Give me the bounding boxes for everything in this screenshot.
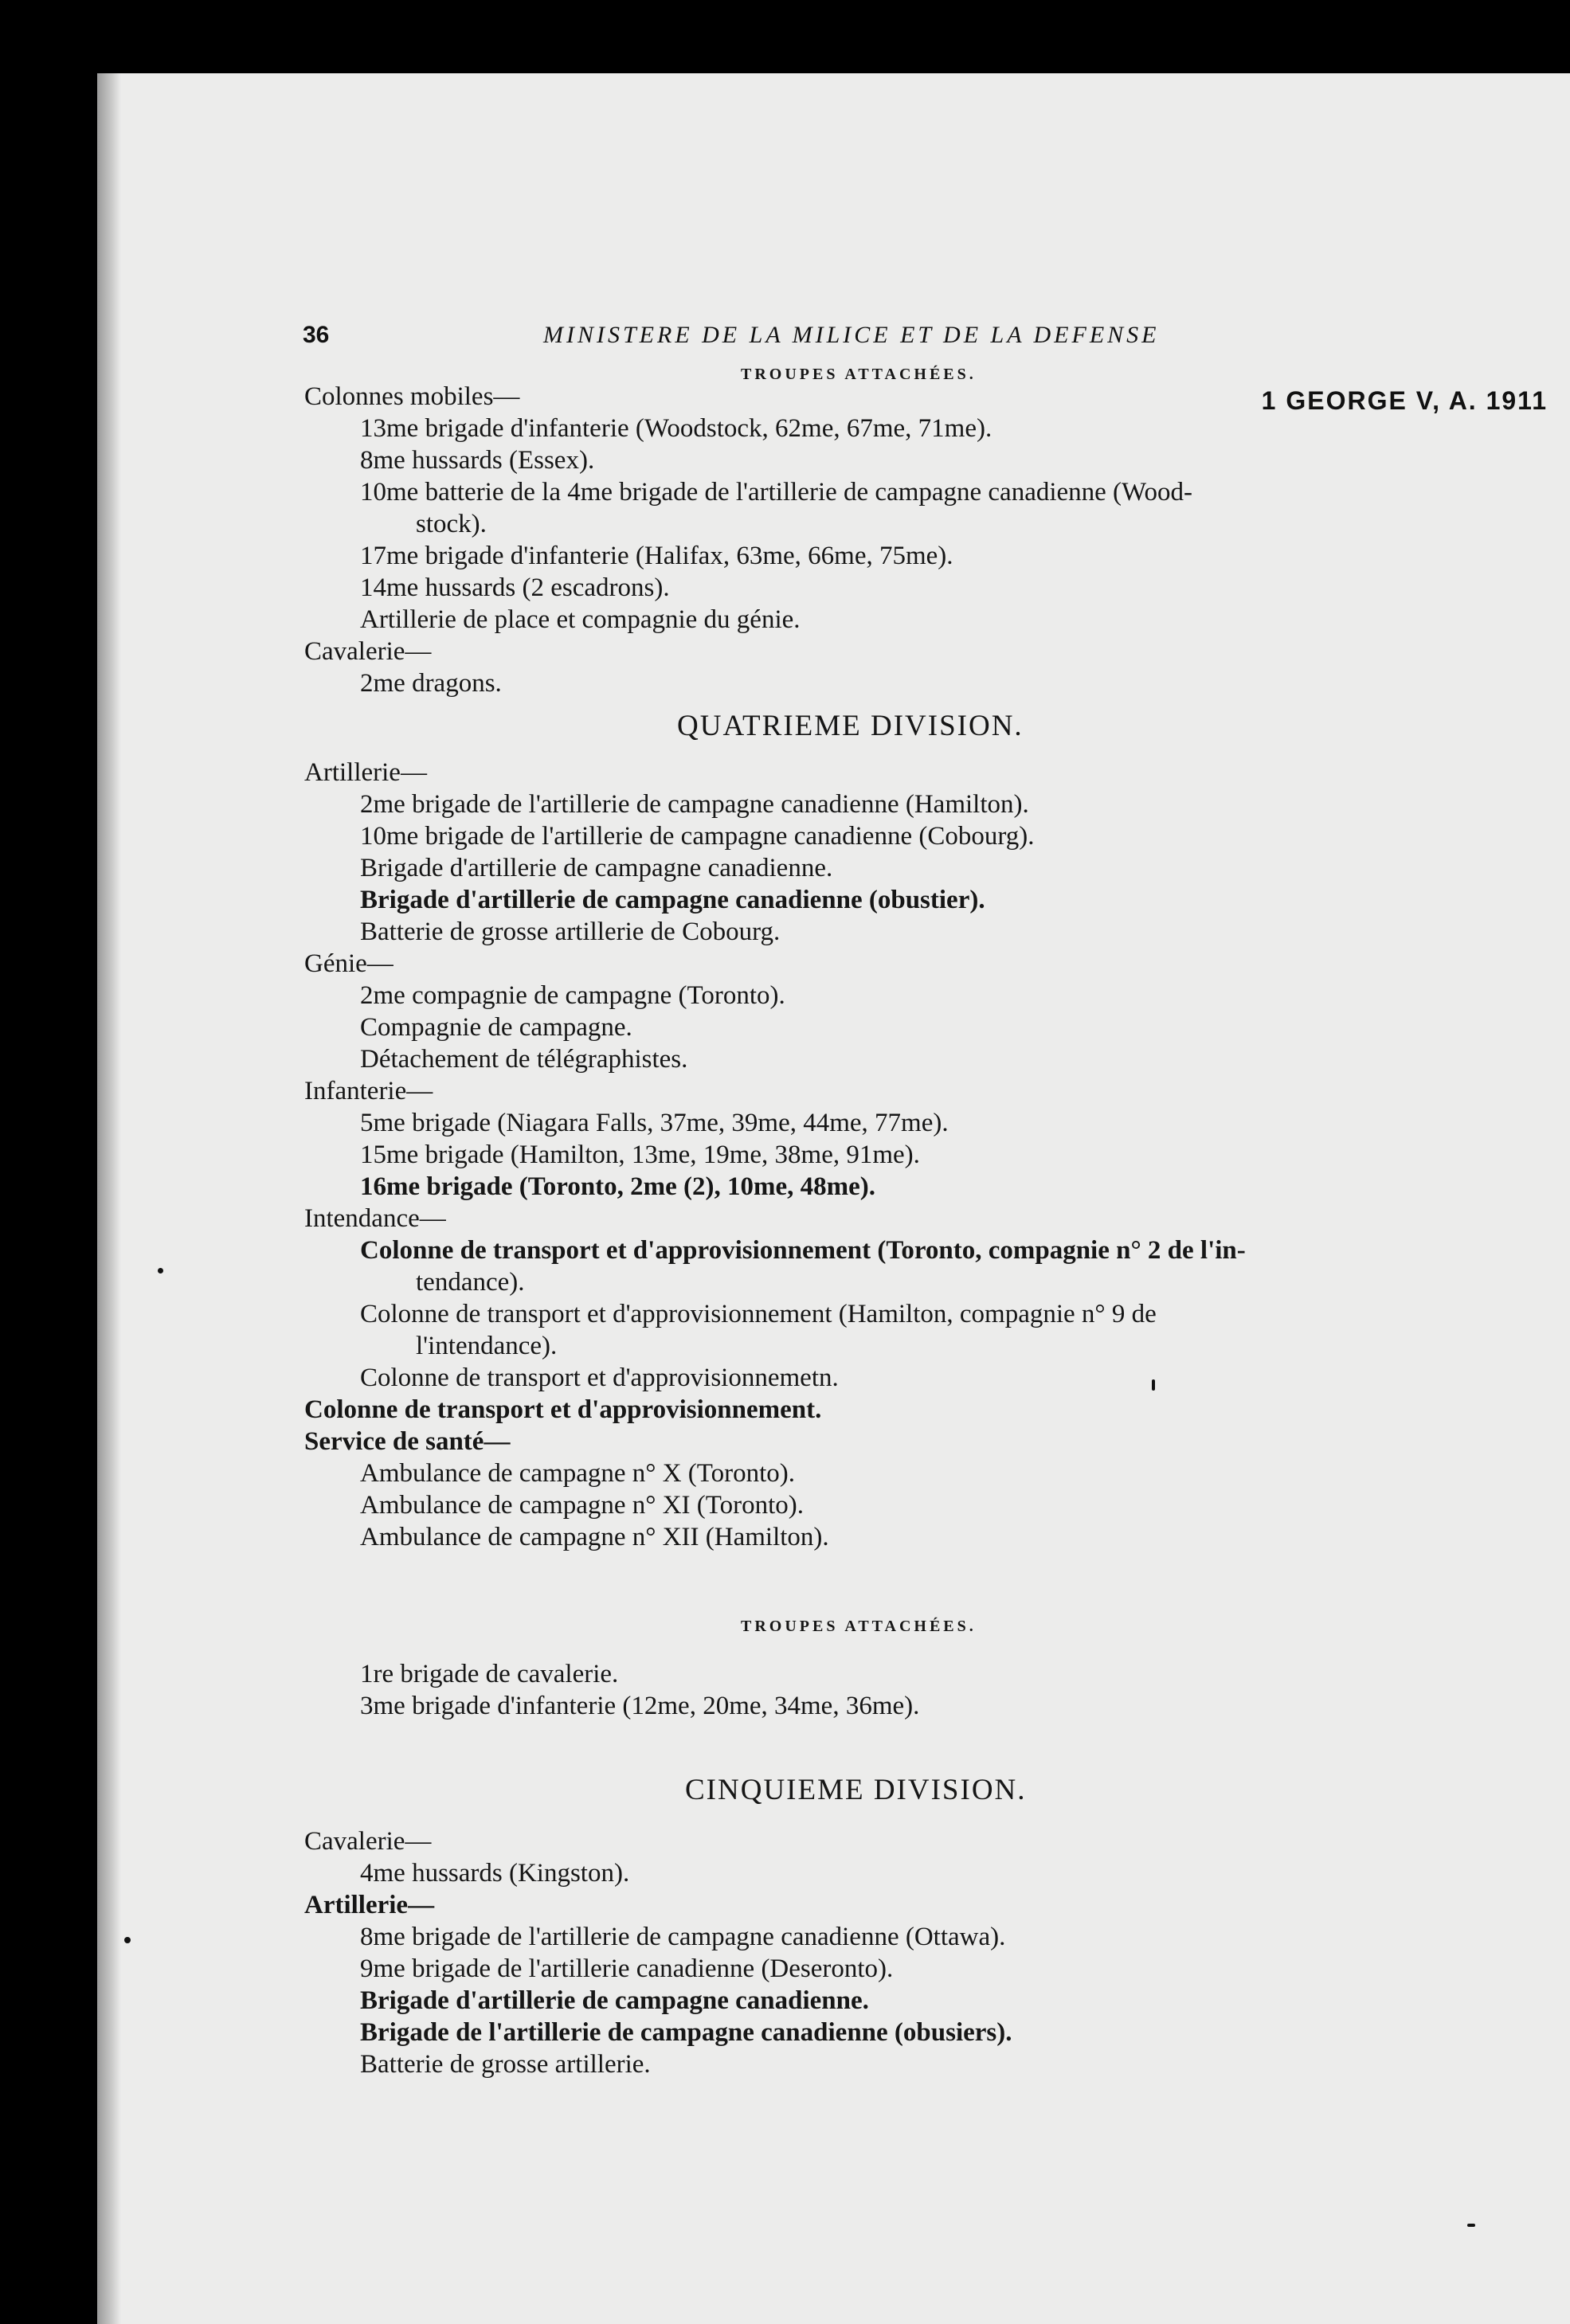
list-item: 1re brigade de cavalerie. — [360, 1660, 619, 1688]
genie-heading: Génie— — [304, 949, 393, 978]
list-item: 4me hussards (Kingston). — [360, 1859, 630, 1888]
list-item: Ambulance de campagne n° XII (Hamilton). — [360, 1523, 829, 1551]
list-item: 8me brigade de l'artillerie de campagne canadienne (Ottawa). — [360, 1923, 1006, 1951]
scan-speck — [1467, 2224, 1475, 2227]
list-item: 2me dragons. — [360, 669, 502, 698]
list-item: 14me hussards (2 escadrons). — [360, 573, 670, 602]
regnal-year-line: 1 GEORGE V, A. 1911 — [1261, 386, 1548, 415]
list-item: 17me brigade d'infanterie (Halifax, 63me, 66me, 75me). — [360, 542, 953, 570]
list-item: 9me brigade de l'artillerie canadienne (Deseronto). — [360, 1954, 894, 1983]
list-item-continuation: tendance). — [416, 1268, 525, 1297]
colonnes-mobiles-heading: Colonnes mobiles— — [304, 382, 520, 411]
list-item: Batterie de grosse artillerie. — [360, 2050, 651, 2079]
list-item: Détachement de télégraphistes. — [360, 1045, 688, 1074]
list-item: 13me brigade d'infanterie (Woodstock, 62me, 67me, 71me). — [360, 414, 993, 443]
list-item: Artillerie de place et compagnie du génie. — [360, 605, 801, 634]
running-title: MINISTERE DE LA MILICE ET DE LA DEFENSE — [543, 322, 1160, 348]
list-item: 8me hussards (Essex). — [360, 446, 595, 475]
list-item: 3me brigade d'infanterie (12me, 20me, 34me, 36me). — [360, 1692, 920, 1720]
scan-speck — [1152, 1379, 1155, 1391]
list-item: 10me brigade de l'artillerie de campagne canadienne (Cobourg). — [360, 822, 1035, 851]
cinquieme-division-title: CINQUIEME DIVISION. — [685, 1774, 1027, 1806]
page-binding-edge — [97, 73, 121, 2324]
cavalerie-heading: Cavalerie— — [304, 1827, 432, 1856]
list-item: 15me brigade (Hamilton, 13me, 19me, 38me, 91me). — [360, 1140, 920, 1169]
list-item: Colonne de transport et d'approvisionnement. — [304, 1395, 822, 1424]
list-item: Colonne de transport et d'approvisionnemetn. — [360, 1363, 839, 1392]
scan-speck — [124, 1937, 131, 1943]
list-item: 5me brigade (Niagara Falls, 37me, 39me, 44me, 77me). — [360, 1109, 949, 1137]
scan-speck — [158, 1268, 163, 1274]
list-item: Brigade d'artillerie de campagne canadienne. — [360, 854, 833, 882]
list-item: Colonne de transport et d'approvisionnement (Hamilton, compagnie n° 9 de — [360, 1300, 1157, 1328]
service-de-sante-heading: Service de santé— — [304, 1427, 511, 1456]
cavalerie-heading: Cavalerie— — [304, 637, 432, 666]
list-item: Colonne de transport et d'approvisionnement (Toronto, compagnie n° 2 de l'in- — [360, 1236, 1246, 1265]
intendance-heading: Intendance— — [304, 1204, 446, 1233]
infanterie-heading: Infanterie— — [304, 1077, 433, 1105]
list-item: 10me batterie de la 4me brigade de l'artillerie de campagne canadienne (Wood- — [360, 478, 1193, 507]
page-number: 36 — [303, 322, 330, 348]
list-item: Ambulance de campagne n° XI (Toronto). — [360, 1491, 805, 1520]
list-item-continuation: stock). — [416, 510, 487, 538]
list-item-continuation: l'intendance). — [416, 1332, 558, 1360]
list-item: 2me brigade de l'artillerie de campagne canadienne (Hamilton). — [360, 790, 1029, 819]
troupes-attachees-heading: TROUPES ATTACHÉES. — [741, 366, 977, 383]
artillerie-heading: Artillerie— — [304, 1891, 435, 1919]
list-item: Brigade d'artillerie de campagne canadienne. — [360, 1986, 869, 2015]
list-item: 16me brigade (Toronto, 2me (2), 10me, 48me). — [360, 1172, 876, 1201]
list-item: Batterie de grosse artillerie de Cobourg. — [360, 917, 781, 946]
list-item: 2me compagnie de campagne (Toronto). — [360, 981, 785, 1010]
list-item: Compagnie de campagne. — [360, 1013, 632, 1042]
quatrieme-division-title: QUATRIEME DIVISION. — [677, 710, 1024, 742]
scanned-page — [97, 73, 1570, 2324]
list-item: Ambulance de campagne n° X (Toronto). — [360, 1459, 796, 1488]
list-item: Brigade de l'artillerie de campagne canadienne (obusiers). — [360, 2018, 1012, 2047]
artillerie-heading: Artillerie— — [304, 758, 427, 787]
list-item: Brigade d'artillerie de campagne canadienne (obustier). — [360, 886, 985, 914]
troupes-attachees-heading: TROUPES ATTACHÉES. — [741, 1618, 977, 1635]
